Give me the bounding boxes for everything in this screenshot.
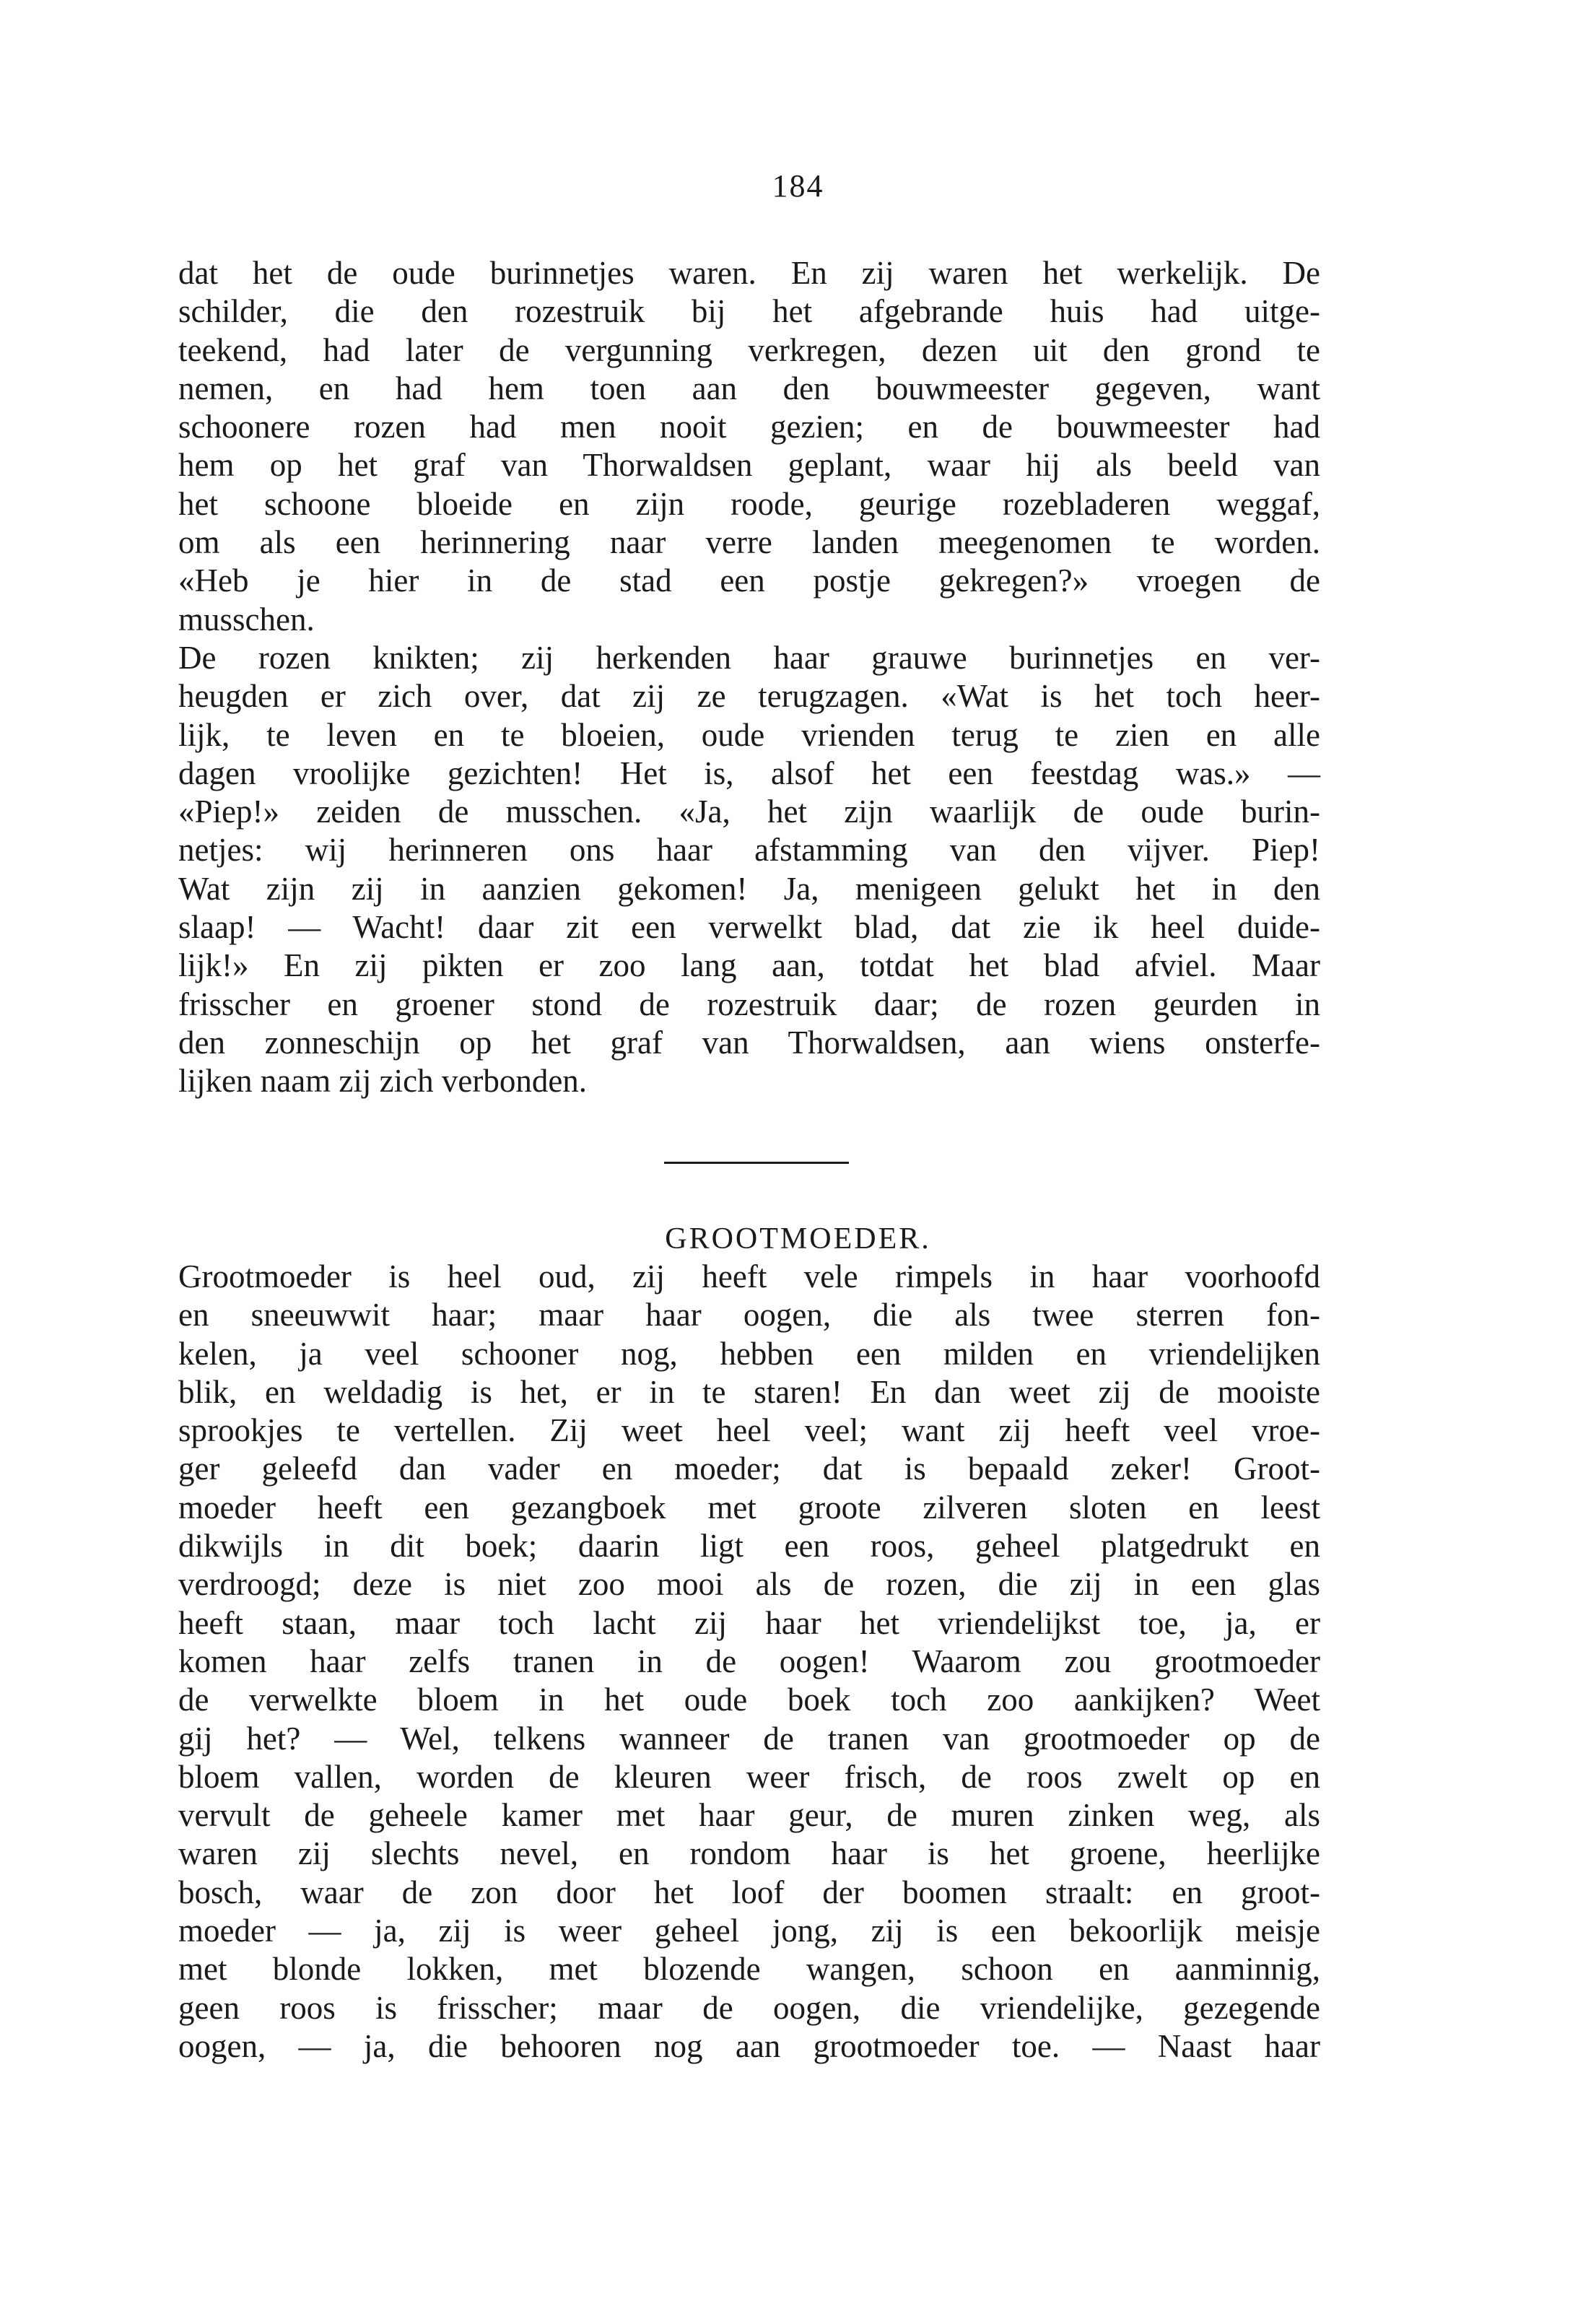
text-line: dagen vroolijke gezichten! Het is, alsof het een feestdag was.» — xyxy=(178,754,1320,791)
text-line: waren zij slechts nevel, en rondom haar is het groene, heerlijke xyxy=(178,1835,1320,1872)
text-line: vervult de geheele kamer met haar geur, de muren zinken weg, als xyxy=(178,1797,1320,1834)
text-line: dat het de oude burinnetjes waren. En zij waren het werkelijk. De xyxy=(178,255,1320,291)
text-line: geen roos is frisscher; maar de oogen, die vriendelijke, gezegende xyxy=(178,1989,1320,2026)
text-line: komen haar zelfs tranen in de oogen! Waarom zou grootmoeder xyxy=(178,1643,1320,1679)
passage-thorwaldsen-roses xyxy=(178,254,1320,1101)
text-line: oogen, — ja, die behooren nog aan grootmoeder toe. — Naast haar xyxy=(178,2027,1320,2064)
text-line: heugden er zich over, dat zij ze terugzagen. «Wat is het toch heer- xyxy=(178,678,1320,715)
text-line: bosch, waar de zon door het loof der boomen straalt: en groot- xyxy=(178,1874,1320,1910)
text-line: moeder — ja, zij is weer geheel jong, zij is een bekoorlijk meisje xyxy=(178,1913,1320,1949)
text-line: verdroogd; deze is niet zoo mooi als de rozen, die zij in een glas xyxy=(178,1566,1320,1603)
text-line: de verwelkte bloem in het oude boek toch zoo aankijken? Weet xyxy=(178,1682,1320,1718)
text-line: teekend, had later de vergunning verkregen, dezen uit den grond te xyxy=(178,331,1320,368)
text-line: kelen, ja veel schooner nog, hebben een milden en vriendelijken xyxy=(178,1335,1320,1372)
text-line: schilder, die den rozestruik bij het afgebrande huis had uitge- xyxy=(178,293,1320,330)
text-line: slaap! — Wacht! daar zit een verwelkt blad, dat zie ik heel duide- xyxy=(178,909,1320,946)
text-line: blik, en weldadig is het, er in te staren! En dan weet zij de mooiste xyxy=(178,1373,1320,1410)
text-line: Grootmoeder is heel oud, zij heeft vele rimpels in haar voorhoofd xyxy=(178,1258,1320,1295)
text-line: sprookjes te vertellen. Zij weet heel veel; want zij heeft veel vroe- xyxy=(178,1412,1320,1449)
text-line: bloem vallen, worden de kleuren weer frisch, de roos zwelt op en xyxy=(178,1758,1320,1795)
text-line: gij het? — Wel, telkens wanneer de tranen van grootmoeder op de xyxy=(178,1720,1320,1757)
text-line: om als een herinnering naar verre landen meegenomen te worden. xyxy=(178,524,1320,561)
text-line: moeder heeft een gezangboek met groote zilveren sloten en leest xyxy=(178,1489,1320,1526)
text-line: het schoone bloeide en zijn roode, geurige rozebladeren weggaf, xyxy=(178,485,1320,522)
text-line: heeft staan, maar toch lacht zij haar het vriendelijkst toe, ja, er xyxy=(178,1604,1320,1641)
text-line: met blonde lokken, met blozende wangen, schoon en aanminnig, xyxy=(178,1951,1320,1988)
text-line: «Piep!» zeiden de musschen. «Ja, het zijn waarlijk de oude burin- xyxy=(178,793,1320,830)
text-line: lijk!» En zij pikten er zoo lang aan, totdat het blad afviel. Maar xyxy=(178,947,1320,984)
text-line: musschen. xyxy=(178,601,315,638)
text-line: den zonneschijn op het graf van Thorwaldsen, aan wiens onsterfe- xyxy=(178,1024,1320,1061)
text-line: hem op het graf van Thorwaldsen geplant, waar hij als beeld van xyxy=(178,447,1320,484)
text-line: lijk, te leven en te bloeien, oude vrienden terug te zien en alle xyxy=(178,716,1320,753)
text-line: frisscher en groener stond de rozestruik daar; de rozen geurden in xyxy=(178,986,1320,1022)
section-heading: GROOTMOEDER. xyxy=(665,1222,931,1256)
text-line: dikwijls in dit boek; daarin ligt een roos, geheel platgedrukt en xyxy=(178,1528,1320,1565)
text-line: nemen, en had hem toen aan den bouwmeester gegeven, want xyxy=(178,370,1320,406)
text-line: en sneeuwwit haar; maar haar oogen, die als twee sterren fon- xyxy=(178,1297,1320,1334)
text-line: Wat zijn zij in aanzien gekomen! Ja, menigeen gelukt het in den xyxy=(178,870,1320,907)
text-line: netjes: wij herinneren ons haar afstamming van den vijver. Piep! xyxy=(178,832,1320,869)
text-line: «Heb je hier in de stad een postje gekregen?» vroegen de xyxy=(178,562,1320,599)
text-line: ger geleefd dan vader en moeder; dat is bepaald zeker! Groot- xyxy=(178,1450,1320,1487)
text-line: lijken naam zij zich verbonden. xyxy=(178,1063,588,1100)
text-line: De rozen knikten; zij herkenden haar grauwe burinnetjes en ver- xyxy=(178,639,1320,676)
page-number: 184 xyxy=(772,168,824,204)
passage-grootmoeder xyxy=(178,1258,1320,2066)
text-line: schoonere rozen had men nooit gezien; en de bouwmeester had xyxy=(178,409,1320,445)
section-divider xyxy=(664,1162,849,1164)
